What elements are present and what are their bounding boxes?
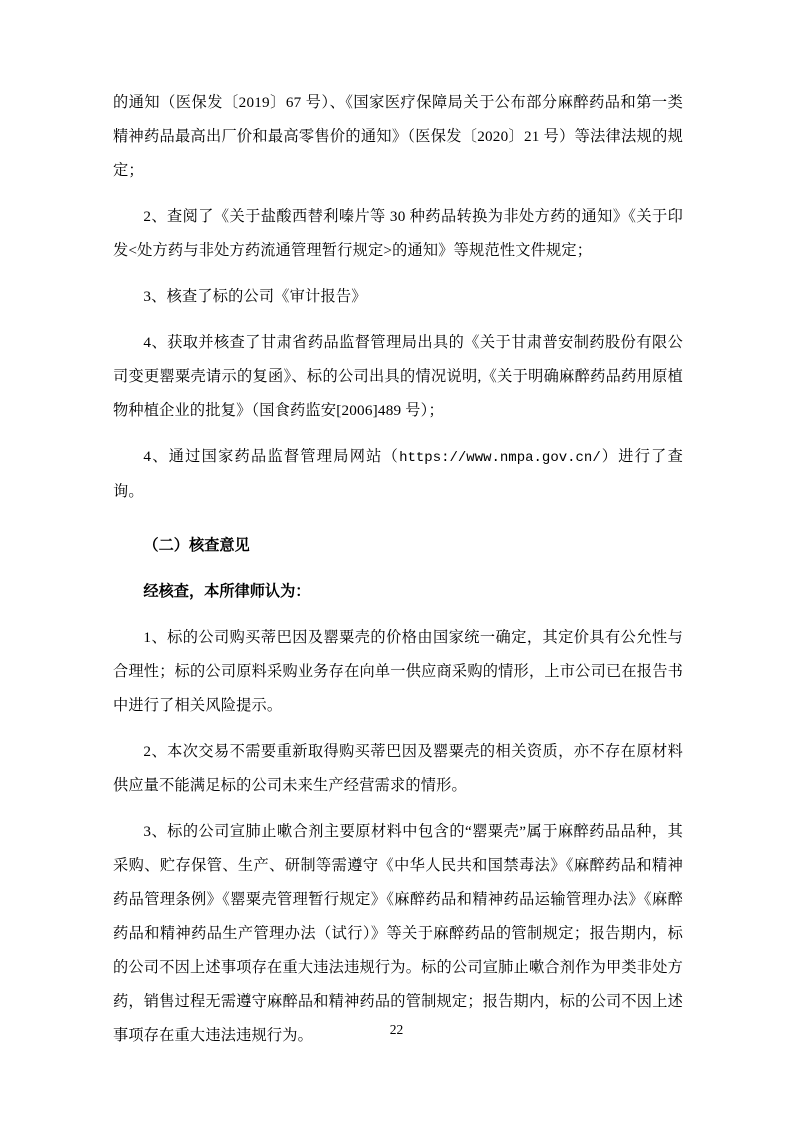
spacer — [113, 723, 683, 735]
spacer — [113, 188, 683, 200]
spacer — [113, 803, 683, 815]
spacer — [113, 314, 683, 326]
nmpa-website-url: https://www.nmpa.gov.cn/ — [399, 450, 601, 466]
paragraph-item-4a: 4、获取并核查了甘肃省药品监督管理局出具的《关于甘肃普安制药股份有限公司变更罂粟壳请示的复函》、标的公司出具的情况说明,《关于明确麻醉药品药用原植物种植企业的批复》（国食药监安[2006]489 号）； — [113, 334, 683, 419]
paragraph-opinion-2: 2、本次交易不需要重新取得购买蒂巴因及罂粟壳的相关资质，亦不存在原材料供应量不能满足标的公司未来生产经营需求的情形。 — [113, 743, 683, 794]
spacer — [113, 268, 683, 280]
paragraph-opinion-1: 1、标的公司购买蒂巴因及罂粟壳的价格由国家统一确定，其定价具有公允性与合理性；标的公司原料采购业务存在向单一供应商采购的情形，上市公司已在报告书中进行了相关风险提示。 — [113, 629, 683, 714]
page-content — [113, 86, 683, 1053]
paragraph-opinion-3: 3、标的公司宣肺止嗽合剂主要原材料中包含的“罂粟壳”属于麻醉药品品种，其采购、贮存保管、生产、研制等需遵守《中华人民共和国禁毒法》《麻醉药品和精神药品管理条例》《罂粟壳管理暂行规定》《麻醉药品和精神药品运输管理办法》《麻醉药品和精神药品生产管理办法（试行）》等关于麻醉药品的管制规定；报告期内，标的公司不因上述事项存在重大违法违规行为。标的公司宣肺止嗽合剂作为甲类非处方药，销售过程无需遵守麻醉品和精神药品的管制规定；报告期内，标的公司不因上述事项存在重大违法违规行为。 — [113, 823, 683, 1044]
paragraph-notice-continuation: 的通知（医保发〔2019〕67 号）、《国家医疗保障局关于公布部分麻醉药品和第一类精神药品最高出厂价和最高零售价的通知》（医保发〔2020〕21 号）等法律法规的规定； — [113, 94, 683, 179]
section-heading-verification-opinion: （二）核查意见 — [143, 537, 250, 554]
paragraph-item-4b — [113, 440, 683, 509]
paragraph-item-2: 2、查阅了《关于盐酸西替利嗪片等 30 种药品转换为非处方药的通知》《关于印发<处方药与非处方药流通管理暂行规定>的通知》等规范性文件规定； — [113, 208, 683, 259]
subheading-lawyer-opinion: 经核查，本所律师认为： — [143, 583, 311, 600]
spacer — [113, 428, 683, 440]
paragraph-item-3: 3、核查了标的公司《审计报告》 — [143, 288, 367, 305]
page-number: 22 — [389, 1022, 404, 1037]
spacer — [113, 563, 683, 575]
text-after-url: ）进行了查询。 — [113, 448, 684, 500]
spacer — [113, 509, 683, 529]
text-before-url: 4、通过国家药品监督管理局网站（ — [143, 448, 400, 465]
spacer — [113, 609, 683, 621]
